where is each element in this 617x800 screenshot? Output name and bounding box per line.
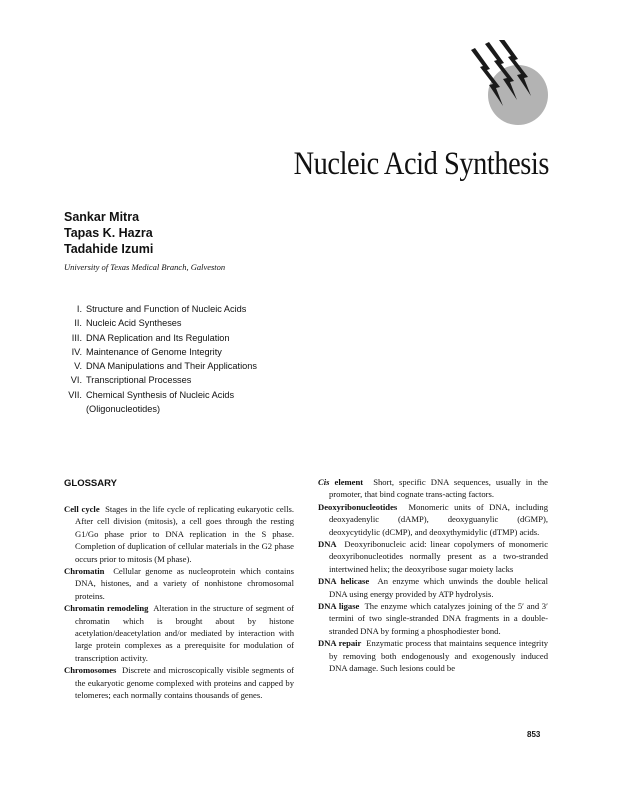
glossary-entry: [64, 664, 294, 701]
glossary-term: Chromosomes: [64, 665, 117, 676]
author-name: Sankar Mitra: [64, 210, 140, 224]
glossary-term: Cis: [318, 477, 330, 487]
glossary-entry: [64, 503, 294, 565]
outline-item: I. Structure and Function of Nucleic Acids: [76, 304, 247, 314]
glossary-definition: Monomeric units of DNA, including deoxyadenylic (dAMP), deoxyguanylic (dGMP), deoxycytidylic (dCMP), and deoxythymidylic (dTMP) acids.: [329, 501, 548, 537]
glossary-term: DNA helicase: [318, 576, 370, 587]
glossary-definition: Discrete and microscopically visible segments of the eukaryotic genome complexed with proteins and capped by telomeres; each normally contains thousands of genes.: [75, 665, 295, 701]
outline-item: II. Nucleic Acid Syntheses: [74, 318, 182, 329]
glossary-term: Deoxyribonucleotides: [318, 501, 398, 512]
glossary-term: element: [334, 477, 364, 487]
glossary-entry: [318, 501, 548, 538]
outline-item: III. DNA Replication and Its Regulation: [71, 332, 230, 343]
glossary-definition: Enzymatic process that maintains sequence integrity by removing both endogenously and exogenously induced DNA damage. Such lesions could be: [329, 638, 549, 674]
glossary-definition: Deoxyribonucleic acid: linear copolymers of monomeric deoxyribonucleotides normally present as a two-stranded intertwined helix; the deoxyribose sugar moiety lacks: [329, 539, 549, 574]
glossary-entry: [64, 602, 294, 664]
glossary-definition: Stages in the life cycle of replicating eukaryotic cells. After cell division (mitosis), a cell goes through the resting G1/Go phase prior to DNA replication in the S phase. Completion of duplication of cellular materials in the G2 phase occurs prior to mitosis (M phase).: [75, 504, 294, 564]
affiliation: University of Texas Medical Branch, Galveston: [64, 262, 226, 272]
glossary-definition: Short, specific DNA sequences, usually in the promoter, that bind cognate trans-acting factors.: [329, 477, 548, 500]
glossary-column-right: [318, 476, 548, 675]
glossary-term: Chromatin remodeling: [64, 603, 149, 614]
outline-item: (Oligonucleotides): [86, 404, 161, 415]
glossary-term: DNA repair: [318, 638, 362, 649]
lightning-bolts-logo-icon: [463, 40, 548, 125]
glossary-definition: An enzyme which unwinds the double helical DNA using energy provided by ATP hydrolysis.: [329, 576, 548, 599]
glossary-definition: The enzyme which catalyzes joining of the 5′ and 3′ termini of two single-stranded DNA fragments in a double-stranded DNA by forming a phosphodiester bond.: [329, 601, 548, 636]
author-name: Tapas K. Hazra: [64, 226, 153, 240]
glossary-entry: [318, 538, 548, 575]
chapter-outline: [60, 302, 257, 416]
outline-item: VII. Chemical Synthesis of Nucleic Acids: [68, 389, 235, 400]
glossary-heading: GLOSSARY: [64, 478, 117, 489]
outline-item: VI. Transcriptional Processes: [70, 375, 192, 386]
glossary-entry: [64, 565, 294, 602]
chapter-title: Nucleic Acid Synthesis: [293, 146, 549, 182]
outline-item: V. DNA Manipulations and Their Applications: [74, 361, 257, 372]
glossary-definition: Cellular genome as nucleoprotein which contains DNA, histones, and a variety of nonhistone chromosomal proteins.: [75, 566, 294, 601]
glossary-entry: [318, 575, 548, 600]
author-list: [64, 209, 153, 257]
glossary-definition: Alteration in the structure of segment of chromatin which is brought about by histone acetylation/deacetylation and/or mediated by interaction with large protein complexes as a prerequisite for modulation of transcription activity.: [75, 603, 295, 663]
glossary-term: Cell cycle: [64, 504, 100, 514]
author-name: Tadahide Izumi: [64, 242, 154, 256]
glossary-term: DNA: [318, 539, 337, 550]
glossary-entry: [318, 637, 548, 674]
glossary-term: Chromatin: [64, 566, 105, 577]
page-number: 853: [527, 730, 541, 739]
outline-item: IV. Maintenance of Genome Integrity: [71, 346, 222, 357]
glossary-entry: [318, 600, 548, 637]
glossary-term: DNA ligase: [318, 601, 360, 612]
glossary-entry: [318, 476, 548, 501]
glossary-column-left: [64, 503, 294, 702]
